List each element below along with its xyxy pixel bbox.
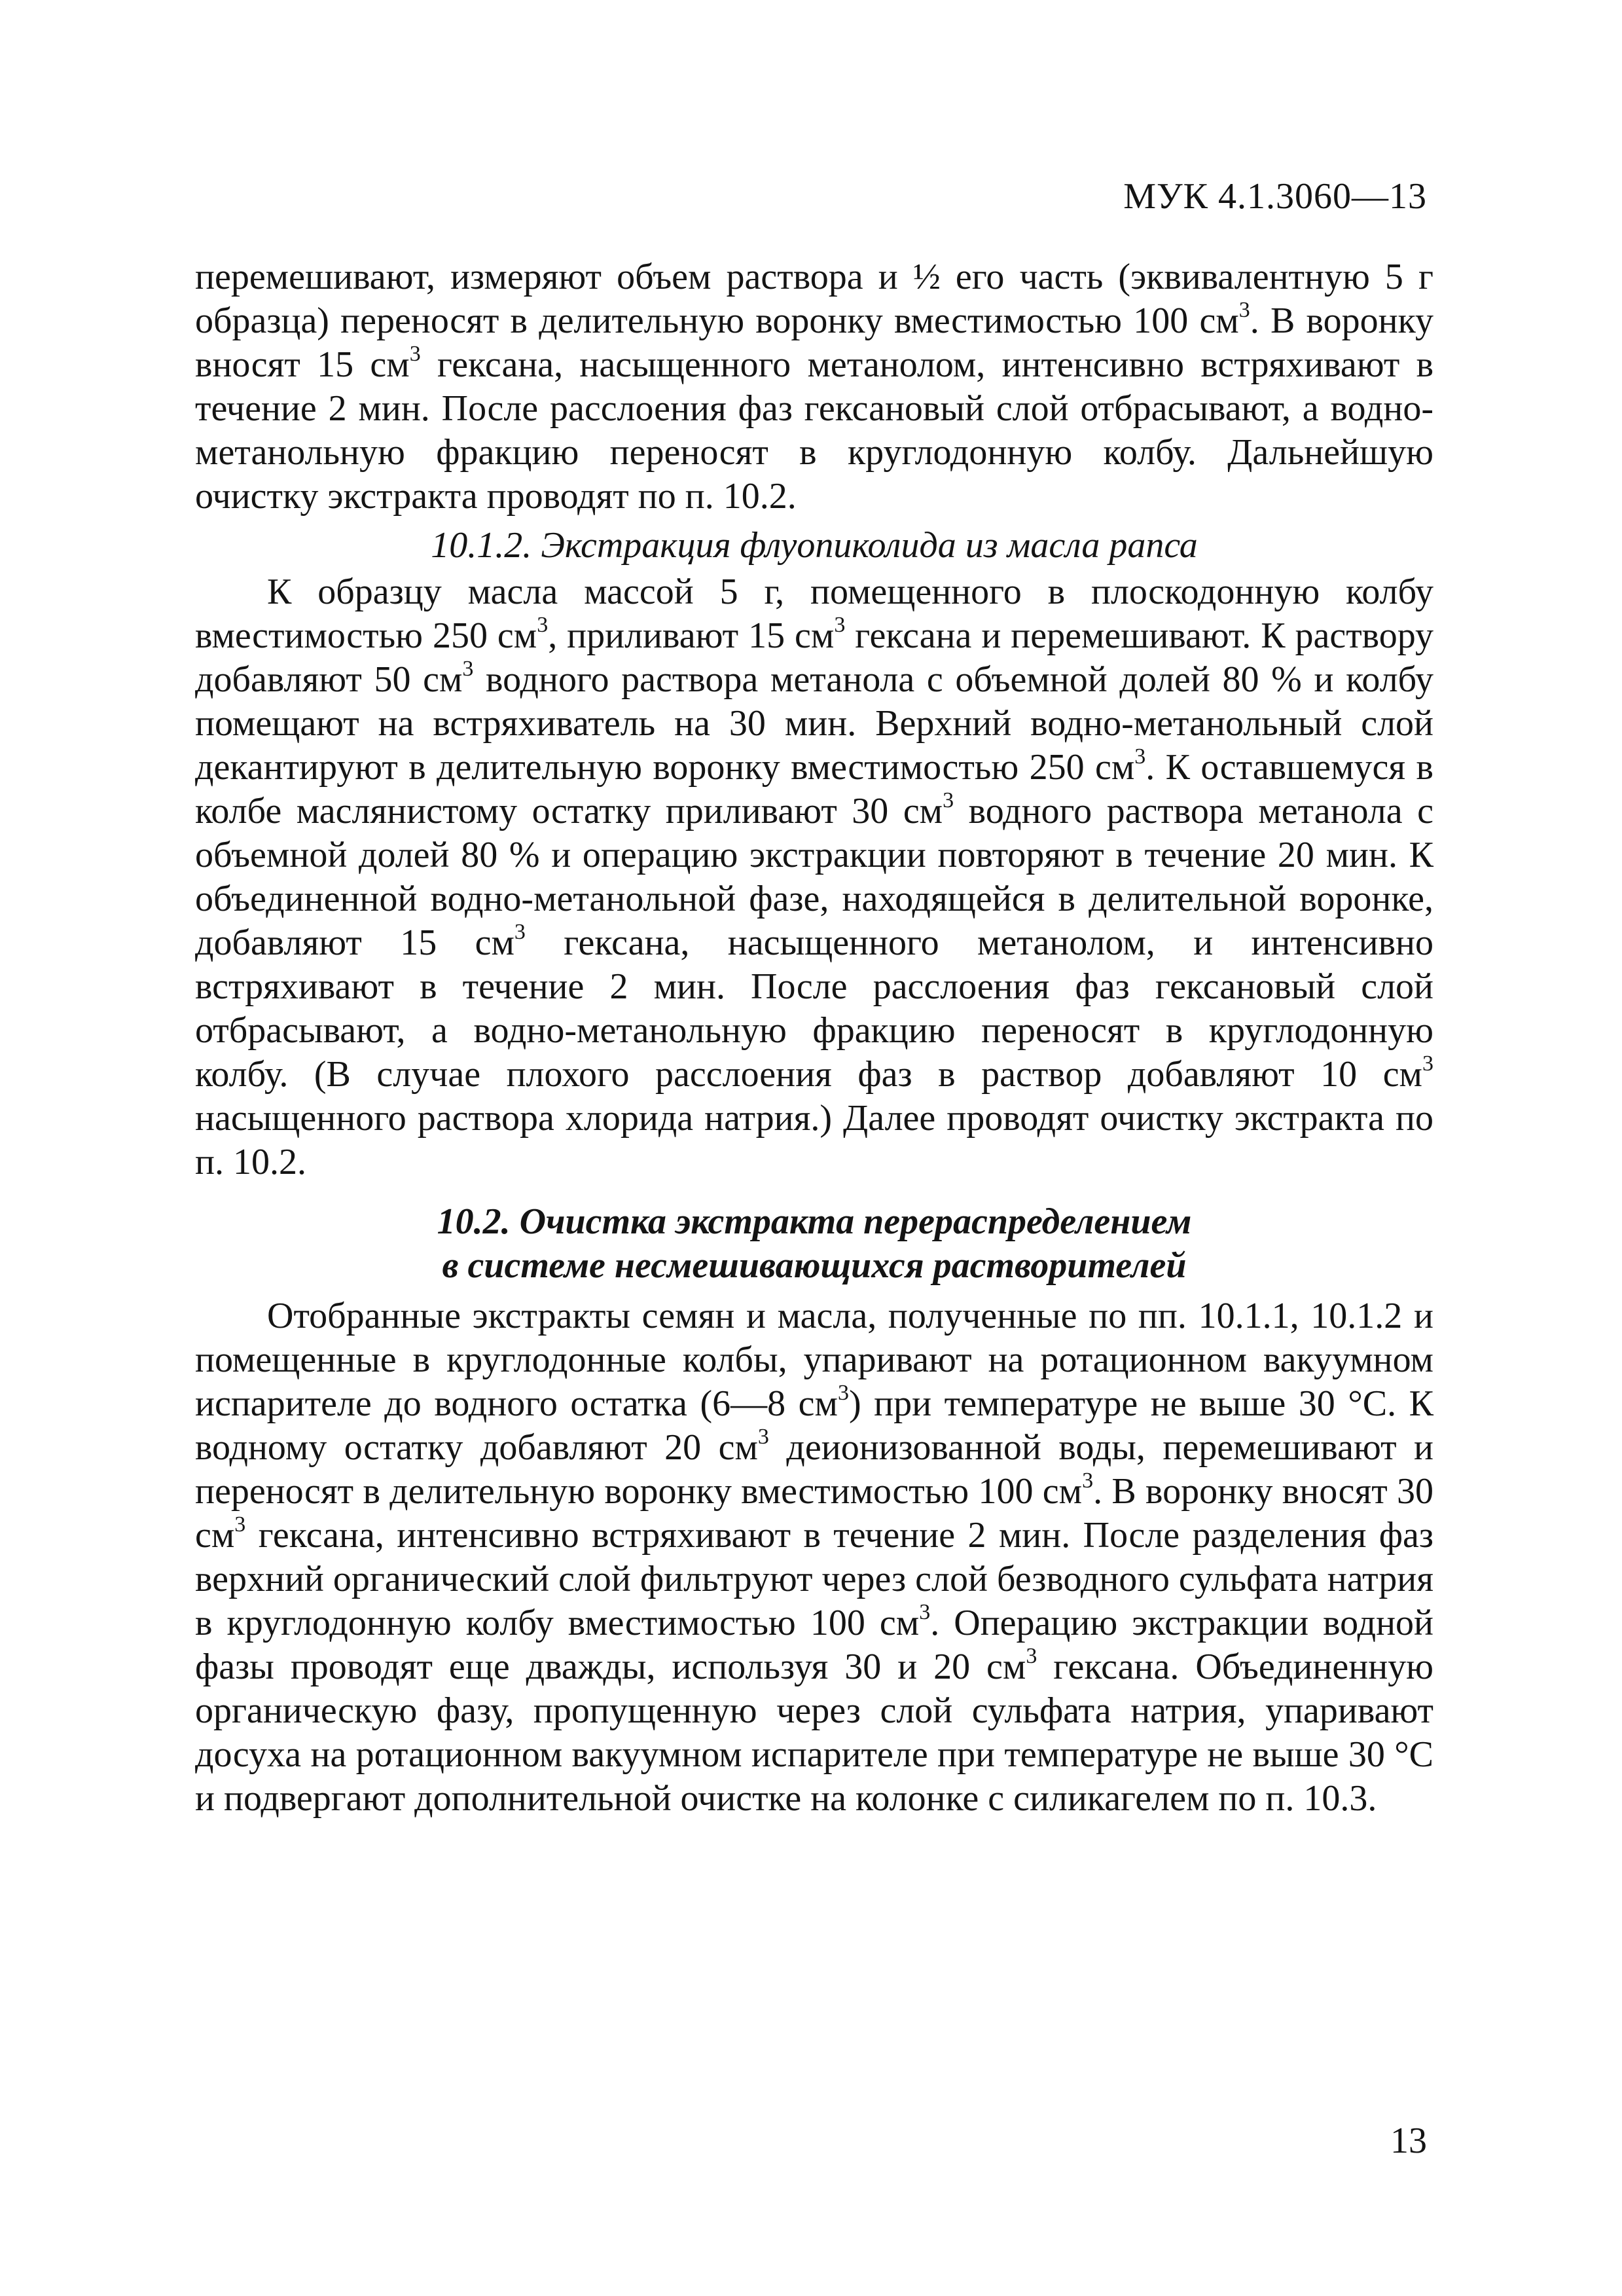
- superscript: 3: [234, 1512, 246, 1537]
- section-heading-line-1: 10.2. Очистка экстракта перераспределением: [437, 1201, 1192, 1242]
- text-run: гексана и перемешивают. К раствору добавляют 50 см: [195, 615, 1433, 700]
- superscript: 3: [837, 1381, 849, 1406]
- text-run: гексана. Объединенную органическую фазу, пропущенную через слой сульфата натрия, упаривают досуха на ротационном вакуумном испарителе при температуре не выше 30 °С и подвергают дополнительной очистке на колонке с силикагелем по п. 10.3.: [195, 1647, 1433, 1819]
- text-run: гексана, насыщенного метанолом, интенсивно встряхивают в течение 2 мин. После расслоения фаз гексановый слой отбрасывают, а водно-метанольную фракцию переносят в круглодонную колбу. Дальнейшую очистку экстракта проводят по п. 10.2.: [195, 344, 1434, 517]
- text-run: водного раствора метанола с объемной долей 80 % и колбу помещают на встряхиватель на 30 мин. Верхний водно-метанольный слой декантируют в делительную воронку вместимостью 250 см: [195, 659, 1434, 788]
- text-run: перемешивают, измеряют объем раствора и ½ его часть (эквивалентную 5 г образца) переносят в делительную воронку вместимостью 100 см: [195, 257, 1433, 341]
- text-run: водного раствора метанола с объемной долей 80 % и операцию экстракции повторяют в течение 20 мин. К объединенной водно-метанольной фазе, находящейся в делительной воронке, добавляют 15 см: [195, 791, 1433, 963]
- text-run: гексана, интенсивно встряхивают в течение 2 мин. После разделения фаз верхний органический слой фильтруют через слой безводного сульфата натрия в круглодонную колбу вместимостью 100 см: [195, 1515, 1433, 1643]
- text-run: . В воронку вносят 30 см: [195, 1471, 1433, 1556]
- text-run: ) при температуре не выше 30 °С. К водному остатку добавляют 20 см: [195, 1383, 1433, 1468]
- text-run: . Операцию экстракции водной фазы проводят еще дважды, используя 30 и 20 см: [195, 1603, 1433, 1687]
- superscript: 3: [462, 657, 474, 682]
- text-run: гексана, насыщенного метанолом, и интенсивно встряхивают в течение 2 мин. После расслоения фаз гексановый слой отбрасывают, а водно-метанольную фракцию переносят в круглодонную колбу. (В случае плохого расслоения фаз в раствор добавляют 10 см: [195, 922, 1434, 1095]
- text-run: насыщенного раствора хлорида натрия.) Далее проводят очистку экстракта по п. 10.2.: [195, 1098, 1433, 1182]
- section-heading: [195, 1200, 1433, 1288]
- text-run: К образцу масла массой 5 г, помещенного в плоскодонную колбу вместимостью 250 см: [195, 572, 1433, 656]
- subsection-heading: 10.1.2. Экстракция флуопиколида из масла рапса: [431, 525, 1198, 566]
- document-body: [195, 255, 1433, 1821]
- superscript: 3: [919, 1600, 931, 1625]
- page-number: 13: [1390, 2121, 1427, 2161]
- superscript: 3: [943, 788, 954, 813]
- superscript: 3: [1026, 1644, 1037, 1669]
- superscript: 3: [757, 1425, 769, 1449]
- superscript: 3: [834, 613, 846, 638]
- superscript: 3: [1082, 1468, 1094, 1493]
- superscript: 3: [514, 920, 526, 945]
- text-run: деионизованной воды, перемешивают и переносят в делительную воронку вместимостью 100 см: [195, 1427, 1433, 1512]
- superscript: 3: [1238, 298, 1250, 323]
- text-run: . В воронку вносят 15 см: [195, 301, 1433, 385]
- superscript: 3: [1422, 1051, 1433, 1076]
- superscript: 3: [537, 613, 549, 638]
- paragraph-rapeseed-oil-extraction: [195, 570, 1433, 1184]
- text-run: . К оставшемуся в колбе маслянистому остатку приливают 30 см: [195, 747, 1433, 831]
- superscript: 3: [409, 342, 421, 367]
- paragraph-extract-cleanup: [195, 1294, 1433, 1821]
- section-heading-line-2: в системе несмешивающихся растворителей: [442, 1245, 1187, 1286]
- text-run: Отобранные экстракты семян и масла, полученные по пп. 10.1.1, 10.1.2 и помещенные в круглодонные колбы, упаривают на ротационном вакуумном испарителе до водного остатка (6—8 см: [195, 1296, 1433, 1424]
- paragraph-continuation: [195, 255, 1433, 519]
- superscript: 3: [1134, 744, 1146, 769]
- document-code-header: МУК 4.1.3060—13: [1123, 176, 1427, 217]
- text-run: , приливают 15 см: [548, 615, 835, 656]
